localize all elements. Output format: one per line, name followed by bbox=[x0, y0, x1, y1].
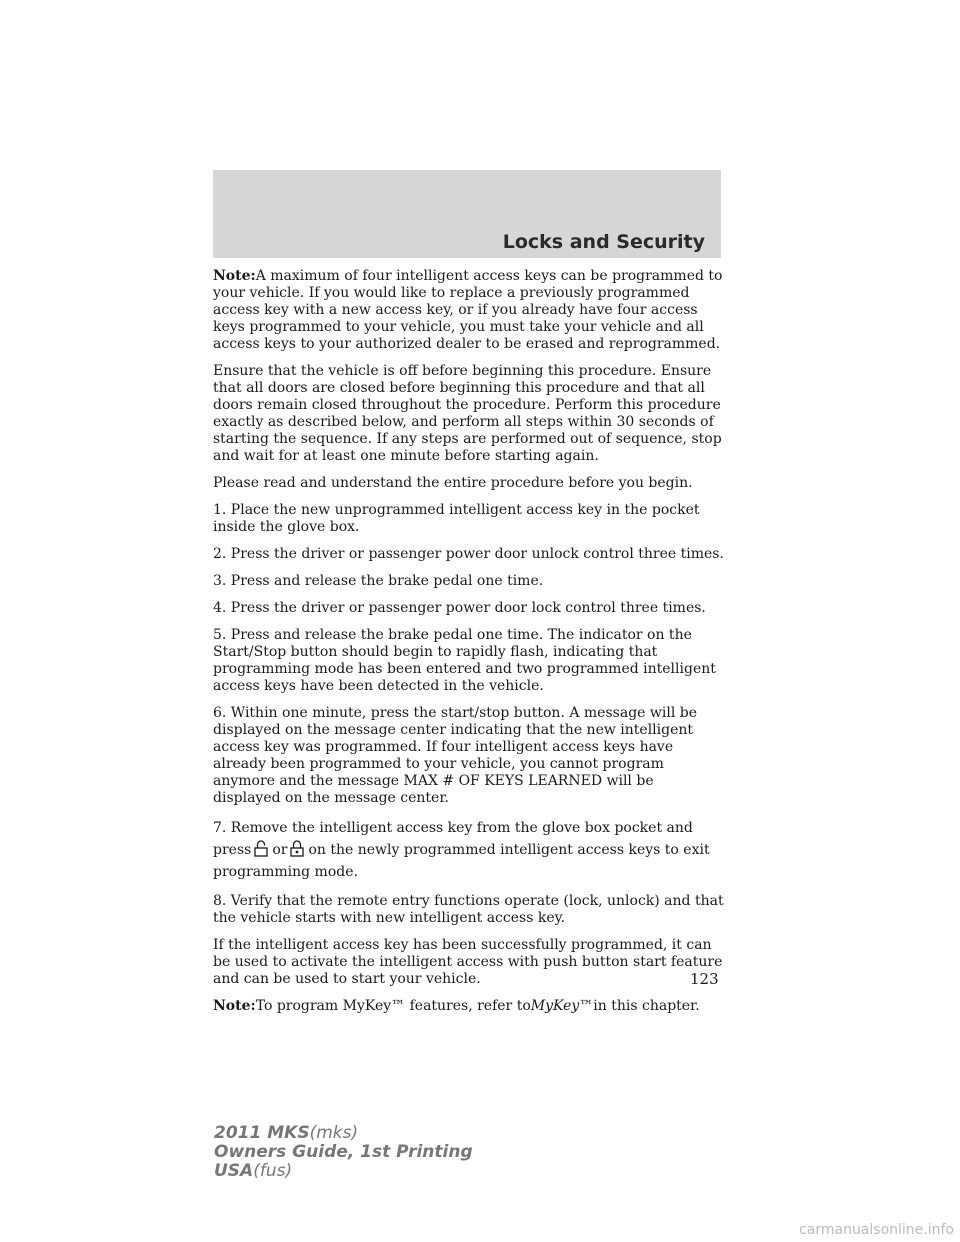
step-6: 6. Within one minute, press the start/stop button. A message will be displayed on the message center indicating that the new intelligent access key was programmed. If four intelligent access keys have already been programmed to your vehicle, you cannot program anymore and the message MAX # OF KEYS LEARNED will be displayed on the message center. bbox=[213, 705, 697, 806]
footer-guide-line: Owners Guide, 1st Printing bbox=[214, 1142, 473, 1162]
section-title: Locks and Security bbox=[502, 231, 705, 253]
step-1: 1. Place the new unprogrammed intelligent access key in the pocket inside the glove box. bbox=[213, 502, 700, 535]
step-7: 7. Remove the intelligent access key from the glove box pocket and press or on the newly programmed intelligent access keys to exit programming mode. bbox=[213, 820, 710, 880]
step-4: 4. Press the driver or passenger power door lock control three times. bbox=[213, 600, 706, 616]
mykey-reference: MyKey™ bbox=[530, 998, 594, 1014]
footer bbox=[214, 1124, 473, 1181]
lock-icon bbox=[289, 840, 305, 857]
page-content bbox=[213, 268, 725, 1025]
step-5: 5. Press and release the brake pedal one time. The indicator on the Start/Stop button should begin to rapidly flash, indicating that programming mode has been entered and two programmed intelligent access keys have been detected in the vehicle. bbox=[213, 627, 716, 694]
note-label-2: Note: bbox=[213, 998, 256, 1014]
read-paragraph: Please read and understand the entire procedure before you begin. bbox=[213, 475, 693, 491]
note-label: Note: bbox=[213, 268, 256, 284]
footer-market-line: USA(fus) bbox=[214, 1161, 293, 1181]
ensure-paragraph: Ensure that the vehicle is off before beginning this procedure. Ensure that all doors are closed before beginning this procedure and that all doors remain closed throughout the procedure. Perform this procedure exactly as described below, and perform all steps within 30 seconds of starting the sequence. If any steps are performed out of sequence, stop and wait for at least one minute before starting again. bbox=[213, 363, 722, 464]
page-number: 123 bbox=[690, 970, 719, 988]
footer-model-line: 2011 MKS(mks) bbox=[214, 1123, 359, 1143]
watermark: carmanualsonline.info bbox=[799, 1222, 954, 1238]
note-paragraph-2: Note:To program MyKey™ features, refer toMyKey™in this chapter. bbox=[213, 998, 700, 1014]
step-3: 3. Press and release the brake pedal one time. bbox=[213, 573, 544, 589]
note-text: A maximum of four intelligent access keys can be programmed to your vehicle. If you would like to replace a previously programmed access key with a new access key, or if you already have four access keys programmed to your vehicle, you must take your vehicle and all access keys to your authorized dealer to be erased and reprogrammed. bbox=[213, 268, 723, 352]
step-8: 8. Verify that the remote entry functions operate (lock, unlock) and that the vehicle starts with new intelligent access key. bbox=[213, 893, 724, 926]
section-header-band bbox=[213, 170, 721, 258]
note-paragraph bbox=[213, 268, 725, 353]
success-paragraph: If the intelligent access key has been successfully programmed, it can be used to activate the intelligent access with push button start feature and can be used to start your vehicle. bbox=[213, 937, 723, 987]
step-2: 2. Press the driver or passenger power door unlock control three times. bbox=[213, 546, 724, 562]
unlock-icon bbox=[253, 840, 269, 857]
